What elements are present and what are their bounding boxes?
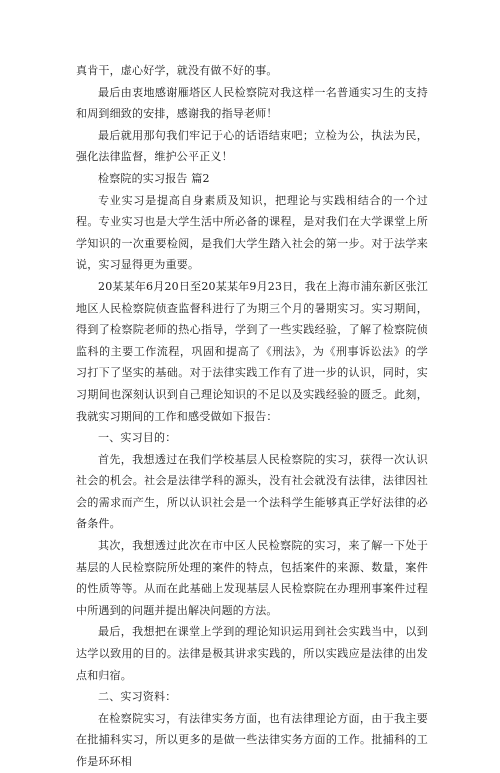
paragraph-purpose-first: 首先，我想透过在我们学校基层人民检察院的实习，获得一次认识社会的机会。社会是法律学科的源头，没有社会就没有法律，法律因社会的需求而产生，所以认识社会是一个法科学生能够真正学好法律的必备条件。 [76,452,428,531]
paragraph-thanks: 最后由衷地感谢雁塔区人民检察院对我这样一名普通实习生的支持和周到细致的安排，感谢我的指导老师！ [76,85,428,121]
paragraph-closing: 最后就用那句我们牢记于心的话语结束吧；立检为公，执法为民，强化法律监督，维护公平正义！ [76,128,428,164]
paragraph-continuation: 真肯干，虚心好学，就没有做不好的事。 [76,64,278,77]
report-title: 检察院的实习报告 篇2 [98,171,210,185]
paragraph-intro: 专业实习是提高自身素质及知识，把理论与实践相结合的一个过程。专业实习也是大学生活中所必备的课程，是对我们在大学课堂上所学知识的一次重要检阅，是我们大学生踏入社会的第一步。对于法学来说，实习显得更为重要。 [76,193,428,272]
document-body [76,60,428,773]
paragraph-purpose-second: 其次，我想透过此次在市中区人民检察院的实习，来了解一下处于基层的人民检察院所处理的案件的特点，包括案件的来源、数量，案件的性质等等。从而在此基础上发现基层人民检察院在办理刑事案件过程中所遇到的问题并提出解决问题的方法。 [76,539,428,617]
paragraph-purpose-last: 最后，我想把在课堂上学到的理论知识运用到社会实践当中，以到达学以致用的目的。法律是极其讲求实践的，所以实践应是法律的出发点和归宿。 [76,625,428,682]
section-heading-material: 二、实习资料： [98,690,177,704]
section-heading-purpose: 一、实习目的： [98,431,177,445]
paragraph-material: 在检察院实习，有法律实务方面，也有法律理论方面，由于我主要在批捕科实习，所以更多的是做一些法律实务方面的工作。批捕科的工作是环环相 [76,711,428,768]
paragraph-period: 20某某年6月20日至20某某年9月23日，我在上海市浦东新区张江地区人民检察院侦查监督科进行了为期三个月的暑期实习。实习期间，得到了检察院老师的热心指导，学到了一些实践经验，了解了检察院侦监科的主要工作流程，巩固和提高了《刑法》，为《刑事诉讼法》的学习打下了坚实的基础。对于法律实践工作有了进一步的认识，同时，实习期间也深刻认识到自己理论知识的不足以及实践经验的匮乏。此刻，我就实习期间的工作和感受做如下报告： [76,279,428,423]
